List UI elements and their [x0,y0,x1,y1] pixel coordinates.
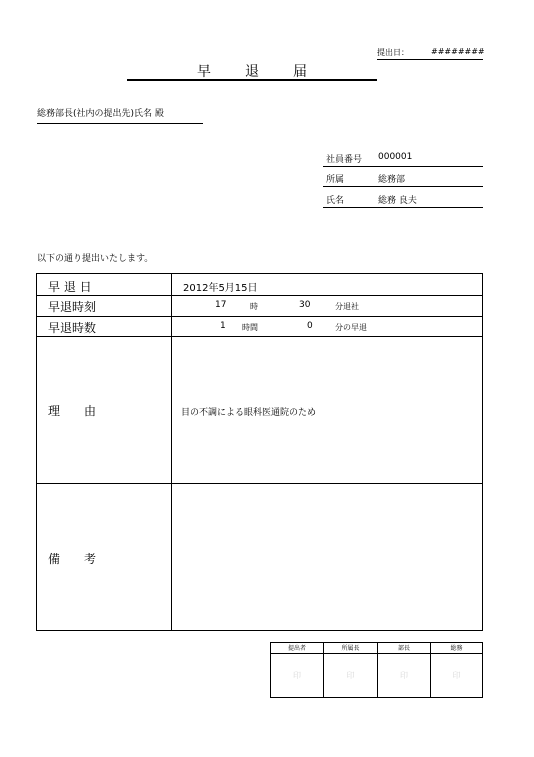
seal-mark: 印 [293,671,301,680]
employee-name-value[interactable]: 総務 良夫 [378,196,417,206]
addressee-line[interactable]: 総務部長(社内の提出先)氏名 殿 [37,107,203,124]
approval-column-director[interactable] [378,643,431,697]
seal-mark: 印 [400,671,408,680]
approval-header: 提出者 [271,643,323,654]
row-divider [37,295,482,296]
submit-date-value[interactable]: ######## [431,47,485,56]
row-divider [37,336,482,337]
approval-column-manager[interactable] [324,643,378,697]
leave-date-value[interactable]: 2012年5月15日 [183,283,258,294]
document-title: 早退届 [127,61,377,81]
intro-text: 以下の通り提出いたします。 [37,254,154,264]
submit-date-label: 提出日： [377,48,409,57]
leave-duration-hours[interactable]: 1 [220,321,226,331]
approval-column-submitter[interactable] [271,643,324,697]
reason-value[interactable]: 目の不調による眼科医通院のため [181,408,317,418]
employee-number-row [323,147,483,167]
leave-time-hour-unit: 時 [250,302,258,311]
leave-time-hour[interactable]: 17 [215,300,227,310]
notes-label: 備 考 [48,552,97,566]
leave-duration-hours-unit: 時間 [242,323,258,332]
approval-column-general-affairs[interactable] [431,643,482,697]
department-row [323,167,483,187]
approval-header: 所属長 [324,643,377,654]
leave-time-minute[interactable]: 30 [299,300,311,310]
row-divider [37,483,482,484]
seal-mark: 印 [452,671,461,680]
employee-number-value[interactable]: 000001 [378,152,413,162]
approval-header: 総務 [431,643,482,654]
early-leave-form-table [36,273,483,631]
approval-header: 部長 [378,643,430,654]
leave-duration-minutes[interactable]: 0 [307,321,313,331]
employee-name-label: 氏名 [326,196,345,206]
submit-date-field [377,47,483,60]
reason-label: 理 由 [48,404,97,418]
column-divider [171,274,172,630]
leave-time-minute-unit: 分退社 [335,302,359,311]
approval-stamp-table [270,642,483,698]
seal-mark: 印 [346,671,355,680]
leave-date-label: 早 退 日 [48,280,92,294]
department-label: 所属 [326,175,345,185]
employee-number-label: 社員番号 [326,155,363,165]
department-value[interactable]: 総務部 [378,175,406,185]
employee-name-row [323,188,483,208]
leave-time-label: 早退時刻 [48,300,97,314]
row-divider [37,316,482,317]
leave-duration-label: 早退時数 [48,321,97,335]
leave-duration-minutes-unit: 分の早退 [335,323,367,332]
